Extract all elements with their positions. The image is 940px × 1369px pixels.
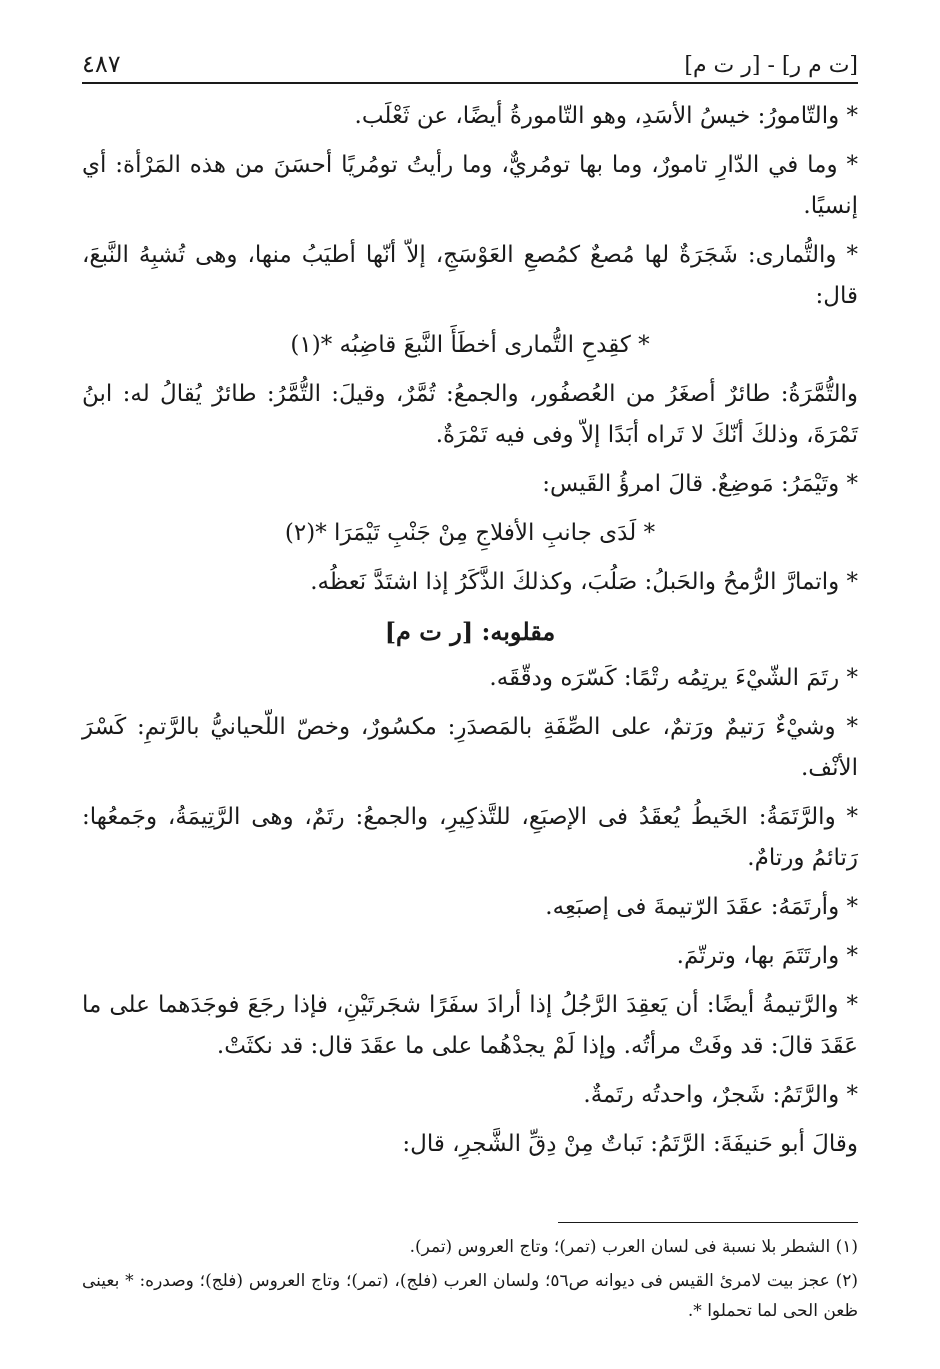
entry-irtatama: * وارتَتَمَ بها، وترتّمَ.	[676, 943, 858, 969]
entry-ratam-tree: * والرَّتَمُ: شَجرٌ، واحدتُه رتَمةٌ.	[583, 1082, 858, 1108]
entry-ratima-custom: * والرَّتيمةُ أيضًا: أن يَعقِدَ الرَّجُلُ إذا أرادَ سفَرًا شجَرتَيْنِ، فإذا رجَعَ فوجَدَهما على ما عَقَدَ قالَ: قد وفَتْ مرأتُه. وإذا لَمْ يجدْهُما على ما عقَدَ قال: قد نكثَتْ.	[82, 992, 858, 1059]
entry-tumuri: * وما في الدّارِ تامورٌ، وما بها تومُريٌّ، وما رأيتُ تومُريًا أحسَنَ من هذه المَرْأة: أي إنسيًا.	[82, 152, 858, 219]
entry-ratim: * وشيْءٌ رَتيمٌ ورَتمٌ، على الصِّفَةِ بالمَصدَرِ: مكسُورٌ، وخصّ اللّحيانيُّ بالرَّتمِ: كَسْرَ الأنْف.	[82, 714, 858, 781]
entry-itmarra: * واتمارَّ الرُّمحُ والحَبلُ: صَلُبَ، وكذلكَ الذَّكَرُ إذا اشتَدَّ نَعظُه.	[310, 569, 858, 595]
entry-tumara: * والتُّمارى: شَجَرَةٌ لها مُصعٌ كمُصعِ العَوْسَجِ، إلاّ أنّها أطيَبُ منها، وهى تُشبِهُ النَّبعَ، قال:	[82, 242, 858, 309]
entry-ratama: * رتَمَ الشّيْءَ يرتِمُه رتْمًا: كَسّرَه ودقّقَه.	[489, 665, 858, 691]
entry-tamur: * والتّامورُ: خيسُ الأسَدِ، وهو التّامورةُ أيضًا، عن ثَعْلَب.	[354, 103, 858, 129]
footnote-divider	[558, 1222, 858, 1223]
verse-1: * كقِدحِ التُّمارى أخطَأَ النَّبعَ قاضِبُه *(١)	[290, 332, 650, 358]
running-head: [ت م ر] - [ر ت م]	[684, 53, 858, 78]
entry-abu-hanifa: وقالَ أبو حَنيفَةَ: الرَّتَمُ: نَباتٌ مِنْ دِقِّ الشَّجرِ، قال:	[402, 1131, 858, 1157]
entry-artamahu: * وأرتَمَهُ: عقَدَ الرّتيمةَ فى إصبَعِه.	[545, 894, 858, 920]
main-text	[82, 96, 858, 1173]
footnote-2: (٢) عجز بيت لامرئ القيس فى ديوانه ص٥٦؛ ولسان العرب (فلج)، (تمر)؛ وتاج العروس (فلج)؛ وصدره: * بعينى ظعن الحى لما تحملوا *.	[82, 1271, 858, 1321]
verse-2: * لَدَى جانبِ الأفلاجِ مِنْ جَنْبِ تَيْمَرَا *(٢)	[284, 520, 656, 546]
entry-taymar: * وتَيْمَرُ: مَوضِعٌ. قالَ امرؤُ القَيس:	[542, 471, 858, 497]
footnotes	[82, 1232, 858, 1330]
page-number: ٤٨٧	[82, 50, 121, 78]
footnote-1: (١) الشطر بلا نسبة فى لسان العرب (تمر)؛ وتاج العروس (تمر).	[409, 1237, 858, 1257]
entry-tummara: والتُّمَّرَةُ: طائرٌ أصغَرُ من العُصفُور، والجمعُ: تُمَّرٌ، وقيلَ: التُّمَّرُ: طائرٌ يُقالُ له: ابنُ تَمْرَةَ، وذلكَ أنّكَ لا تَراه أبَدًا إلاّ وفى فيه تَمْرَةٌ.	[82, 381, 858, 448]
page-header	[82, 44, 858, 84]
section-heading: مقلوبه: [ر ت م]	[384, 617, 556, 646]
entry-ratama-thread: * والرَّتَمَةُ: الخَيطُ يُعقَدُ فى الإصبَعِ، للتَّذكِيرِ، والجمعُ: رتَمٌ، وهى الرَّتِيمَةُ، وجَمعُها: رَتائمُ ورتامٌ.	[82, 804, 858, 871]
